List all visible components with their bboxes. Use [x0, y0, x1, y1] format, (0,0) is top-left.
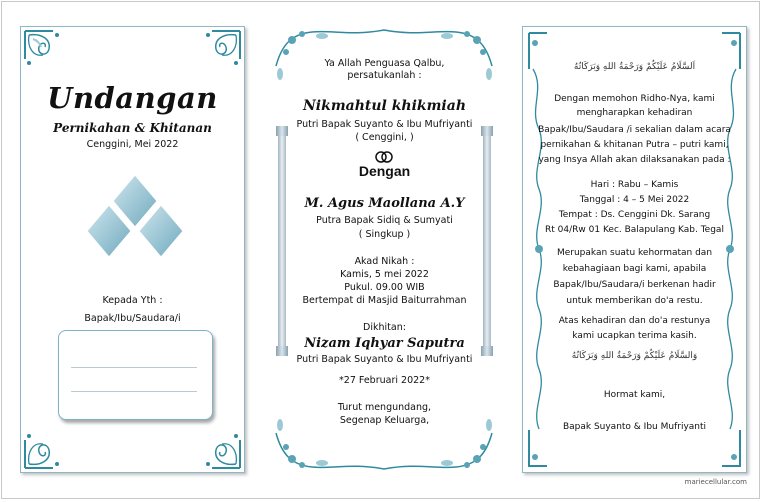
honor-line: Bapak/Ibu/Saudara/i berkenan hadir: [553, 280, 716, 290]
address-line: [71, 391, 197, 392]
event-address: Rt 04/Rw 01 Kec. Balapulang Kab. Tegal: [545, 225, 724, 235]
corner-ornament-bottom-left: [23, 420, 73, 470]
place-date: Cenggini, Mei 2022: [86, 139, 179, 150]
corner-ornament-top-left: [23, 29, 73, 79]
corner-ornament-bottom-right: [192, 420, 242, 470]
cover-panel: [20, 26, 245, 473]
recipient-label: Bapak/Ibu/Saudara/i: [84, 313, 181, 324]
intro-line: Dengan memohon Ridho-Nya, kami: [554, 94, 715, 104]
honor-line: untuk memberikan do'a restu.: [566, 296, 703, 306]
groom-name: M. Agus Maollana A.Y: [304, 196, 465, 211]
akad-label: Akad Nikah :: [354, 256, 415, 267]
event-place: Tempat : Ds. Cenggini Dk. Sarang: [558, 210, 711, 220]
bride-origin: ( Cenggini, ): [355, 132, 414, 143]
khitan-name: Nizam Iqhyar Saputra: [304, 336, 465, 351]
salam-closing: وَالسَّلَامُ عَلَيْكُمْ وَرَحْمَةُ اللهِ وَبَرَكَاتُهُ: [571, 351, 698, 361]
rings-icon: [372, 150, 396, 164]
groom-parents: Putra Bapak Sidiq & Sumyati: [316, 215, 453, 226]
honor-line: Merupakan suatu kehormatan dan: [556, 248, 713, 258]
with-label: Dengan: [358, 163, 411, 179]
groom-origin: ( Singkup ): [358, 229, 411, 240]
intro-line: pernikahan & khitanan Putra – putri kami,: [540, 140, 729, 150]
details-panel: [522, 26, 747, 473]
khitan-date: *27 Februari 2022*: [339, 375, 430, 386]
closing-line-2: Segenap Keluarga,: [339, 415, 430, 426]
bride-parents: Putri Bapak Suyanto & Ibu Mufriyanti: [296, 119, 473, 130]
corner-ornament-top-right: [192, 29, 242, 79]
bottom-floral-ornament: [272, 403, 497, 473]
diamond-emblem: [83, 173, 187, 269]
thanks-line: kami ucapkan terima kasih.: [572, 331, 697, 341]
salam-opening: اَلسَّلَامُ عَلَيْكُمْ وَرَحْمَةُ اللهِ وَبَرَكَاتُهُ: [573, 62, 696, 72]
address-line: [71, 367, 197, 368]
invitation-title: Undangan: [47, 81, 218, 115]
signature: Bapak Suyanto & Ibu Mufriyanti: [562, 422, 707, 432]
closing-line-1: Turut mengundang,: [337, 402, 432, 413]
address-box: [58, 330, 213, 420]
recipient-heading: Kepada Yth :: [102, 295, 163, 306]
intro-line: mengharapkan kehadiran: [576, 108, 693, 118]
regards: Hormat kami,: [603, 390, 666, 400]
akad-place: Bertempat di Masjid Baiturrahman: [302, 295, 467, 306]
bride-name: Nikmahtul khikmiah: [303, 98, 466, 114]
event-day: Hari : Rabu – Kamis: [590, 180, 679, 190]
watermark: mariecellular.com: [684, 478, 747, 486]
thanks-line: Atas kehadiran dan do'a restunya: [558, 316, 711, 326]
akad-date: Kamis, 5 mei 2022: [340, 269, 429, 280]
intro-line: yang Insya Allah akan dilaksanakan pada :: [538, 155, 731, 165]
invitation-subtitle: Pernikahan & Khitanan: [53, 121, 212, 135]
couple-panel: [272, 26, 497, 473]
prayer-line-2: persatukanlah :: [347, 70, 422, 81]
khitan-parents: Putri Bapak Suyanto & Ibu Mufriyanti: [296, 354, 473, 365]
akad-time: Pukul. 09.00 WIB: [344, 282, 425, 293]
intro-line: Bapak/Ibu/Saudara /i sekalian dalam acara: [538, 125, 731, 135]
prayer-line-1: Ya Allah Penguasa Qalbu,: [324, 58, 445, 69]
khitan-label: Dikhitan:: [363, 322, 406, 333]
honor-line: kebahagiaan bagi kami, apabila: [562, 264, 707, 274]
event-date: Tanggal : 4 – 5 Mei 2022: [579, 195, 690, 205]
